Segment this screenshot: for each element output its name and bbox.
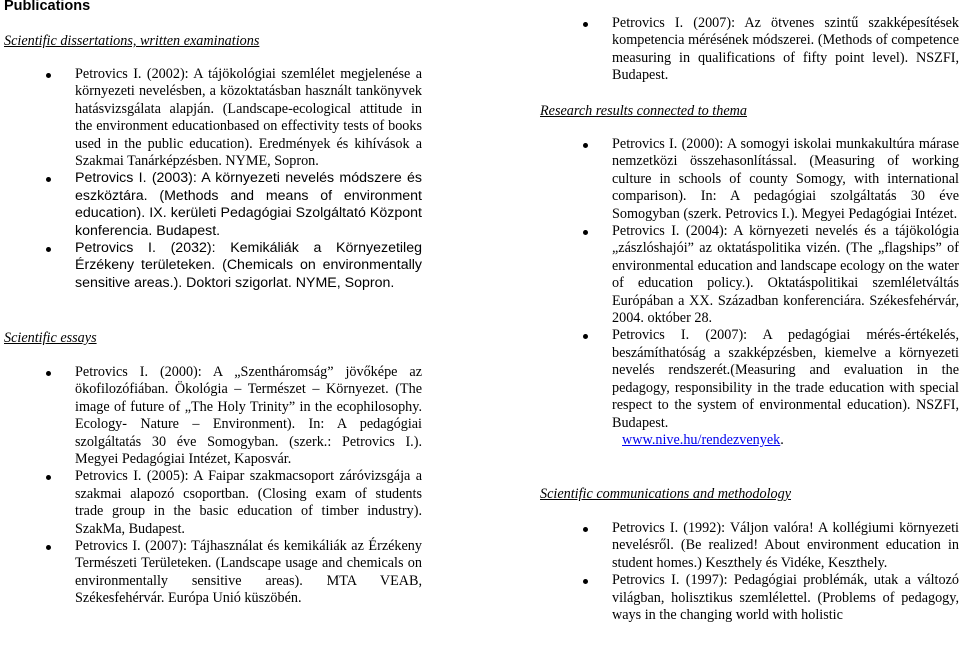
list-item: Petrovics I. (1997): Pedagógiai problémák, utak a változó világban, holisztikus szemlélettel. (Problems of pedagogy, ways in the changing world with holistic xyxy=(612,572,959,624)
list-item: Petrovics I. (2007): Tájhasználat és kemikáliák az Érzékeny Természeti Területeken. (Landscape usage and chemicals on environmentally sensitive areas). MTA VEAB, Székesfehérvár. Európa Unió küszöbén. xyxy=(75,538,422,607)
page-title: Publications xyxy=(4,0,91,14)
list-item: Petrovics I. (2000): A somogyi iskolai munkakultúra márase nemzetközi összehasonlítással. (Measuring of working culture in schools of county Somogy, with international comparison). In: A pedagógiai szolgáltatás 30 éve Somogyban (szerk. Petrovics I.). Megyei Pedagógiai Intézet. xyxy=(612,136,959,222)
list-item-text: Petrovics I. (2007): A pedagógiai mérés-értékelés, beszámíthatóság a szakképzésben, kiemelve a környezeti nevelés rendszerét.(Measuring and evaluation in the pedagogy, responsibility in the trade education with special respect to the system of environmental education). NSZFI, Budapest. xyxy=(612,327,959,431)
research-list xyxy=(612,136,959,449)
dissertations-list xyxy=(75,66,422,292)
list-item: Petrovics I. (2003): A környezeti nevelés módszere és eszköztára. (Methods and means of environment education). IX. kerületi Pedagógiai Szolgáltató Központ konferencia. Budapest. xyxy=(75,170,422,239)
rendezvenyek-link[interactable]: www.nive.hu/rendezvenyek xyxy=(622,431,781,448)
research-heading: Research results connected to thema xyxy=(540,103,747,119)
essays-heading: Scientific essays xyxy=(4,330,97,346)
list-item: Petrovics I. (1992): Váljon valóra! A kollégiumi környezeti nevelésről. (Be realized! About environment education in student homes.) Keszthely és Vidéke, Keszthely. xyxy=(612,520,959,571)
continued-list xyxy=(612,15,959,85)
essays-list xyxy=(75,364,422,608)
list-item: Petrovics I. (2004): A környezeti nevelés és a tájökológia „zászlóshajói” az oktatáspolitika vizén. (The „flagships” of environmental education and landscape ecology on the water of education policy.). Oktatáspolitikai szemléletváltás Európában a XX. Században konferenciára. Székesfehérvár, 2004. október 28. xyxy=(612,223,959,327)
link-suffix: . xyxy=(780,431,784,448)
list-item: Petrovics I. (2005): A Faipar szakmacsoport záróvizsgája a szakmai alapozó csoportban. (Closing exam of students trade group in the basic education of timber industry). SzakMa, Budapest. xyxy=(75,468,422,537)
communications-heading: Scientific communications and methodology xyxy=(540,486,791,502)
list-item: Petrovics I. (2032): Kemikáliák a Környezetileg Érzékeny területeken. (Chemicals on environmentally sensitive areas.). Doktori szigorlat. NYME, Sopron. xyxy=(75,240,422,291)
list-item: Petrovics I. (2007): Az ötvenes szintű szakképesítések kompetencia mérésének módszerei. (Methods of competence measuring in qualifications of fifty point level). NSZFI, Budapest. xyxy=(612,15,959,84)
communications-list xyxy=(612,520,959,624)
list-item: Petrovics I. (2000): A „Szentháromság” jövőképe az ökofilozófiában. Ökológia – Természet – Környezet. (The image of future of „The Holy Trinity” in the ecophilosophy. Ecology- Nature – Environment). In: A pedagógiai szolgáltatás 30 éve Somogyban. (szerk.: Petrovics I.). Megyei Pedagógiai Intézet, Kaposvár. xyxy=(75,364,422,468)
list-item xyxy=(612,327,959,449)
list-item: Petrovics I. (2002): A tájökológiai szemlélet megjelenése a környezeti nevelésben, a közoktatásban használt tankönyvek hatásvizsgálata alapján. (Landscape-ecological attitude in the environment educationbased on effectivity tests of books used in the public education). Eredmények és kihívások a Szakmai Tanárképzésben. NYME, Sopron. xyxy=(75,66,422,170)
dissertations-heading: Scientific dissertations, written examinations xyxy=(4,33,260,49)
